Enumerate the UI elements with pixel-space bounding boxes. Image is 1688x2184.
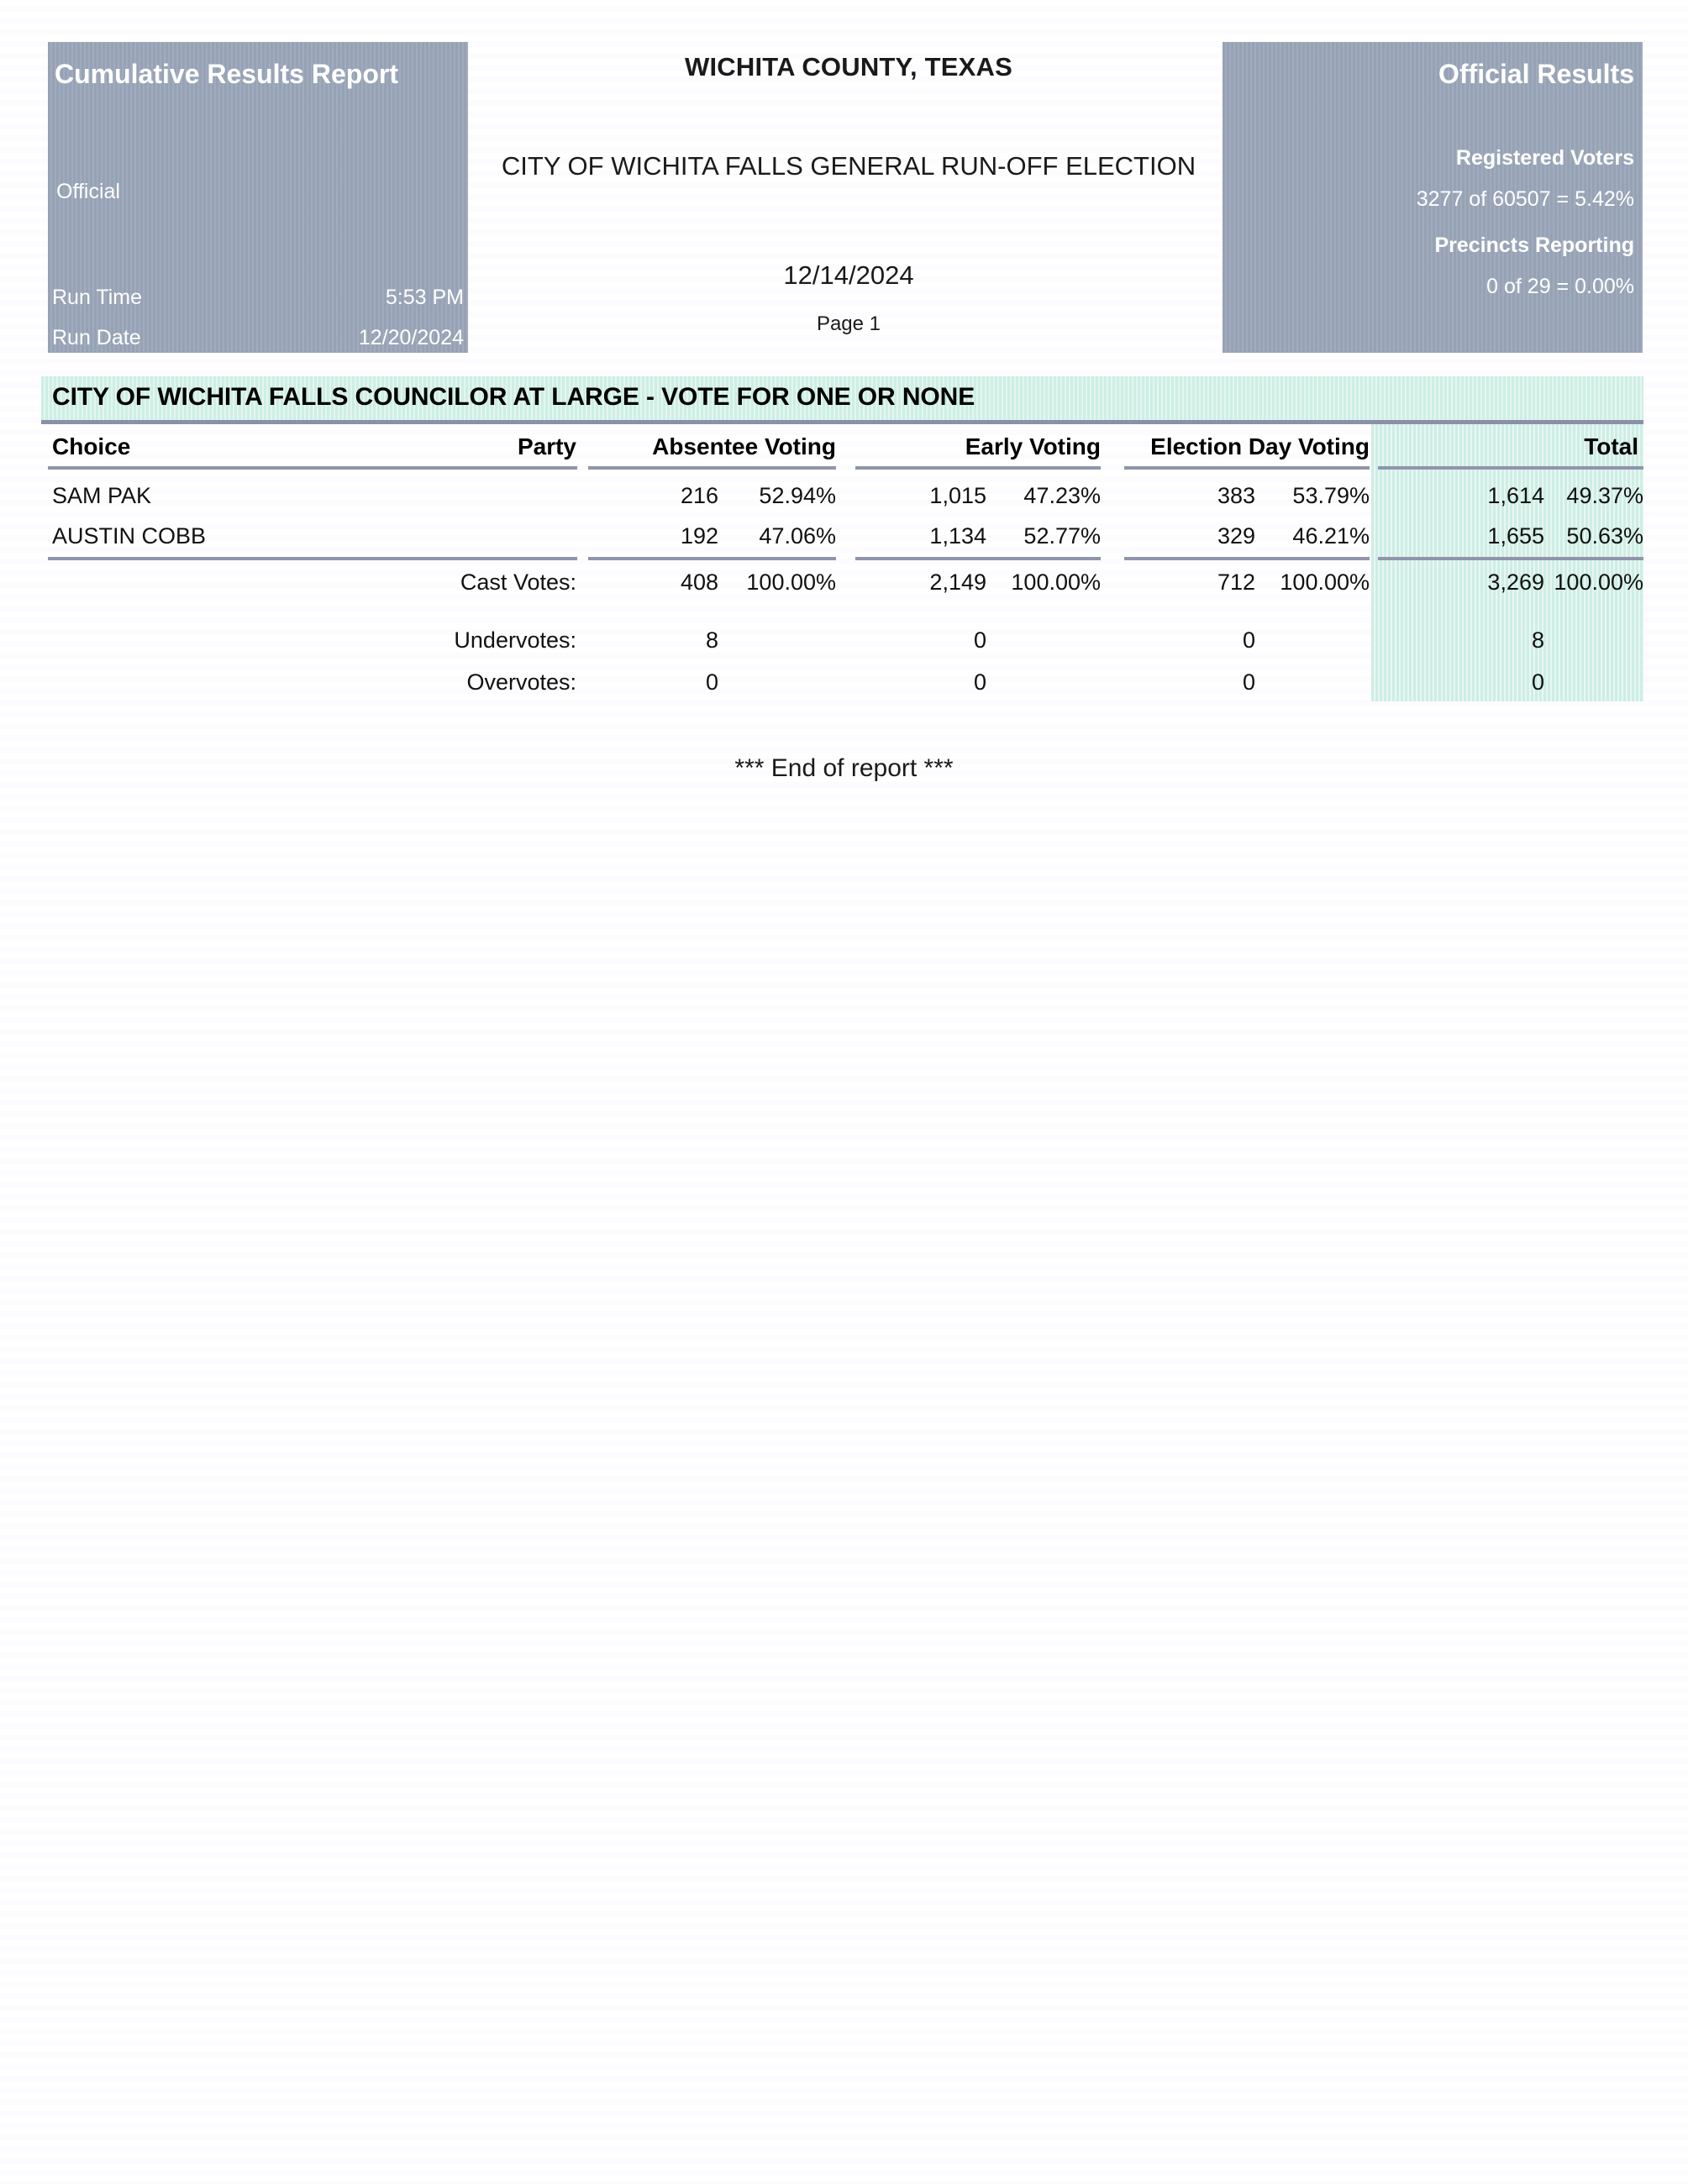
report-status-label: Official [56, 180, 120, 203]
absentee-votes: 216 [680, 483, 718, 508]
report-header-left [48, 42, 468, 353]
summary-label: Cast Votes: [460, 570, 576, 595]
column-header-choice: Choice [52, 433, 131, 459]
rule-cast-choice [48, 557, 577, 560]
summary-label: Undervotes: [454, 627, 576, 653]
election-day-percent: 53.79% [1292, 483, 1370, 508]
total-votes: 0 [1531, 669, 1544, 695]
total-votes: 1,655 [1487, 523, 1544, 549]
election-day-percent: 100.00% [1280, 570, 1370, 595]
absentee-percent: 52.94% [759, 483, 836, 508]
early-votes: 1,015 [929, 483, 986, 508]
election-date: 12/14/2024 [783, 260, 914, 290]
total-votes: 3,269 [1487, 570, 1544, 595]
election-day-percent: 46.21% [1292, 523, 1370, 549]
contest-top-rule-total [1371, 420, 1643, 424]
rule-absentee [588, 466, 836, 470]
official-results-title: Official Results [1438, 59, 1634, 89]
absentee-votes: 0 [705, 669, 718, 695]
election-day-votes: 329 [1217, 523, 1255, 549]
report-header-right [1223, 42, 1643, 353]
summary-label: Overvotes: [466, 669, 576, 695]
run-time-row [52, 286, 464, 310]
total-column-highlight [1371, 420, 1643, 701]
absentee-votes: 192 [680, 523, 718, 549]
absentee-percent: 100.00% [746, 570, 836, 595]
run-date-label: Run Date [52, 326, 141, 349]
column-header-early: Early Voting [965, 433, 1101, 459]
rule-cast-election-day [1124, 557, 1370, 560]
absentee-percent: 47.06% [759, 523, 836, 549]
rule-cast-early [855, 557, 1101, 560]
election-day-votes: 712 [1217, 570, 1255, 595]
contest-title: CITY OF WICHITA FALLS COUNCILOR AT LARGE - VOTE FOR ONE OR NONE [52, 383, 975, 411]
rule-early [855, 466, 1101, 470]
contest-top-rule [41, 420, 1371, 424]
election-day-votes: 383 [1217, 483, 1255, 508]
page-number: Page 1 [816, 312, 881, 335]
column-header-total: Total [1584, 433, 1638, 459]
run-date-row [52, 326, 464, 350]
total-percent: 50.63% [1566, 523, 1643, 549]
election-title: CITY OF WICHITA FALLS GENERAL RUN-OFF ELECTION [501, 151, 1196, 181]
column-header-absentee: Absentee Voting [652, 433, 836, 459]
registered-voters-label: Registered Voters [1455, 146, 1634, 170]
rule-election-day [1124, 466, 1370, 470]
registered-voters-value: 3277 of 60507 = 5.42% [1416, 187, 1634, 211]
rule-choice-party [48, 466, 577, 470]
early-votes: 1,134 [929, 523, 986, 549]
absentee-votes: 8 [705, 627, 718, 653]
column-header-party: Party [517, 433, 576, 459]
early-percent: 52.77% [1023, 523, 1101, 549]
early-votes: 2,149 [929, 570, 986, 595]
county-title: WICHITA COUNTY, TEXAS [685, 52, 1012, 81]
precincts-reporting-label: Precincts Reporting [1434, 234, 1634, 257]
absentee-votes: 408 [680, 570, 718, 595]
election-day-votes: 0 [1242, 669, 1255, 695]
report-title: Cumulative Results Report [55, 59, 398, 89]
rule-total [1378, 466, 1643, 470]
end-of-report-text: *** End of report *** [734, 754, 954, 782]
early-percent: 47.23% [1023, 483, 1101, 508]
rule-cast-absentee [588, 557, 836, 560]
election-day-votes: 0 [1242, 627, 1255, 653]
total-percent: 100.00% [1554, 570, 1643, 595]
early-percent: 100.00% [1011, 570, 1101, 595]
candidate-name: AUSTIN COBB [52, 523, 207, 549]
candidate-name: SAM PAK [52, 483, 152, 508]
column-header-election-day: Election Day Voting [1150, 433, 1370, 459]
early-votes: 0 [973, 669, 986, 695]
run-date-value: 12/20/2024 [358, 326, 464, 349]
total-votes: 1,614 [1487, 483, 1544, 508]
run-time-label: Run Time [52, 286, 142, 309]
early-votes: 0 [973, 627, 986, 653]
run-time-value: 5:53 PM [385, 286, 464, 309]
total-votes: 8 [1531, 627, 1544, 653]
total-percent: 49.37% [1566, 483, 1643, 508]
rule-cast-total [1378, 557, 1643, 560]
precincts-reporting-value: 0 of 29 = 0.00% [1486, 275, 1634, 298]
